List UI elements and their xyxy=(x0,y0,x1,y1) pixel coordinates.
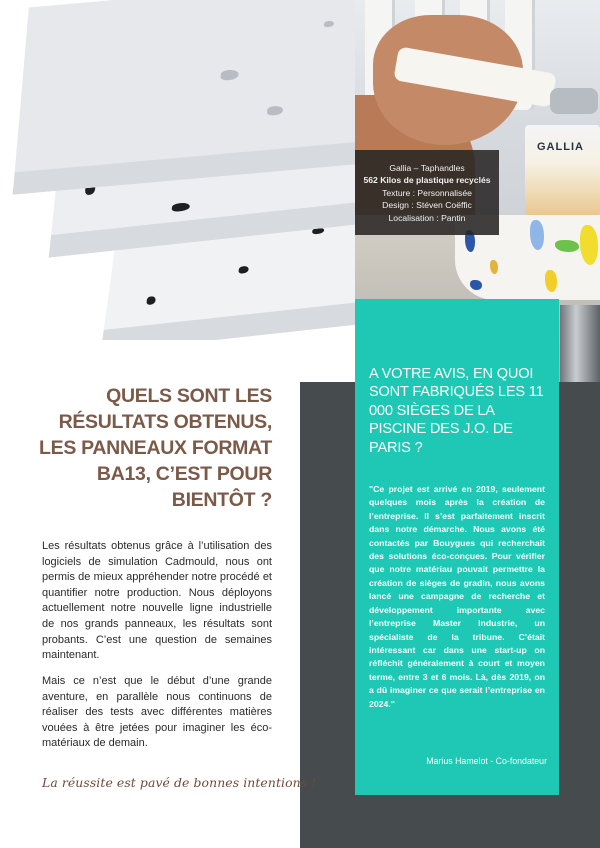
chip xyxy=(530,220,544,250)
glass-logo: GALLIA xyxy=(537,141,584,153)
fleck xyxy=(267,105,284,116)
headline-line: BA13, C’EST POUR xyxy=(96,463,272,485)
body-paragraph-2: Mais ce n’est que le début d’une grande aventure, en parallèle nous continuons de réaliser des tests avec différentes matières vouées à être jetées pour imaginer les éco-matériaux de demain. xyxy=(42,675,272,750)
fleck xyxy=(146,296,156,305)
chip xyxy=(555,240,579,252)
headline-line: RÉSULTATS OBTENUS, xyxy=(58,411,272,433)
body-paragraph-1: Les résultats obtenus grâce à l’utilisation des logiciels de simulation Cadmould, nous ont permis de mieux appréhender notre procédé et quantifier notre production. Nous déployons actuellement notre nouvelle ligne industrielle de nos grands panneaux, les résultats sont probants. C’est une question de semaines maintenant. xyxy=(42,540,272,662)
photo-caption xyxy=(355,150,499,235)
fleck xyxy=(220,69,239,81)
chip xyxy=(470,280,482,290)
quote-box xyxy=(355,299,559,795)
headline-line: BIENTÔT ? xyxy=(171,489,272,511)
tagline: La réussite est pavé de bonnes intentions ! xyxy=(42,775,317,790)
headline-line: QUELS SONT LES xyxy=(106,385,272,407)
caption-title: Gallia – Taphandles xyxy=(389,163,465,173)
headline-line: LES PANNEAUX FORMAT xyxy=(39,437,272,459)
fleck xyxy=(324,21,334,28)
slab-top xyxy=(13,0,355,195)
terrazzo-slabs-photo xyxy=(0,0,355,340)
caption-highlight: 562 Kilos de plastique recyclés xyxy=(363,175,491,186)
metal-fixture xyxy=(560,305,600,382)
quote-box-title: A VOTRE AVIS, EN QUOI SONT FABRIQUÉS LES 11 000 SIÈGES DE LA PISCINE DES J.O. DE PARIS ? xyxy=(369,366,544,456)
slab-edge xyxy=(101,289,355,340)
caption-design: Design : Stéven Coëffic xyxy=(382,200,472,211)
fleck xyxy=(238,266,249,274)
section-headline xyxy=(10,383,272,513)
fleck xyxy=(171,202,190,212)
chip xyxy=(580,225,598,265)
chip xyxy=(545,270,557,292)
chip xyxy=(490,260,498,274)
caption-location: Localisation : Pantin xyxy=(388,212,466,223)
beer-glass xyxy=(525,125,600,215)
quote-author: Marius Hamelot - Co-fondateur xyxy=(426,756,547,766)
quote-text: "Ce projet est arrivé en 2019, seulement quelques mois après la création de l’entreprise. Il s’est parfaitement inscrit dans notre démarche. Nous avons été contactés par Bouygues qui recherchait des solutions éco-conçues. Pour vérifier que notre matériau pouvait permettre la création de sièges de gradin, nous avons lancé une campagne de recherche et développement importante avec l’entreprise Master Industrie, un spécialiste de la tribune. C’était intéressant car dans une start-up on réfléchit généralement à court et moyen terme, entre 3 et 6 mois. Là, dès 2019, on a dû imaginer ce que serait l’entreprise en 2024." xyxy=(369,484,545,709)
caption-texture: Texture : Personnalisée xyxy=(382,187,472,198)
faucet xyxy=(550,88,598,114)
